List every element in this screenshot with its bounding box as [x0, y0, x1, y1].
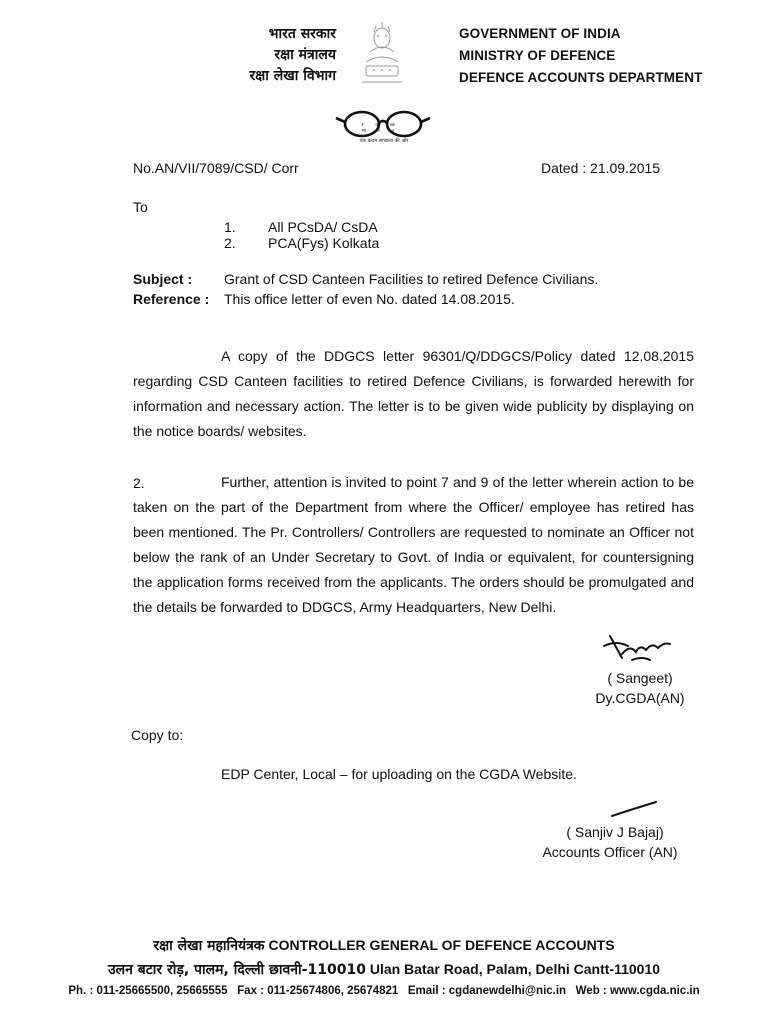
emblem-icon [352, 22, 412, 90]
signatory-2-name: ( Sanjiv J Bajaj) [566, 824, 664, 840]
signature-sangeet [602, 632, 672, 666]
emblem-caption: स्वच्छ भारत [361, 123, 407, 134]
recipient-1-number: 1. [224, 219, 236, 235]
footer-line-1 [0, 936, 768, 955]
footer-line-1-english: CONTROLLER GENERAL OF DEFENCE ACCOUNTS [268, 937, 615, 953]
handwritten-signature-icon [602, 632, 672, 666]
signatory-1-title: Dy.CGDA(AN) [595, 690, 685, 706]
paragraph-2: Further, attention is invited to point 7 and 9 of the letter wherein action to be taken on the part of the Department from where the Officer/ employee has retired has been mentioned. The Pr. Controllers/ Controllers are requested to nominate an Officer not below the rank of an Under Secretary to Govt. of India or equivalent, for countersigning the application forms received from the applicants. The orders should be promulgated and the details be forwarded to DDGCS, Army Headquarters, New Delhi. [133, 474, 694, 615]
reference-text: This office letter of even No. dated 14.08.2015. [224, 291, 515, 307]
footer-line-2-hindi: उलन बटार रोड़, पालम, दिल्ली छावनी-110010 [107, 962, 366, 978]
header-english [459, 23, 759, 89]
copy-to-label: Copy to: [131, 727, 184, 743]
header-hindi-line-3: रक्षा लेखा विभाग [249, 68, 336, 84]
header-english-line-3: DEFENCE ACCOUNTS DEPARTMENT [459, 70, 703, 85]
subject-label: Subject : [133, 271, 193, 287]
header-hindi-line-2: रक्षा मंत्रालय [274, 47, 336, 63]
copy-to-text: EDP Center, Local – for uploading on the CGDA Website. [221, 766, 577, 782]
to-label: To [133, 199, 148, 215]
signatory-2-title: Accounts Officer (AN) [542, 844, 678, 860]
emblem-subcaption: एक कदम स्वच्छता की ओर [359, 138, 409, 144]
subject-text: Grant of CSD Canteen Facilities to retired Defence Civilians. [224, 271, 599, 287]
signatory-1-name: ( Sangeet) [607, 670, 673, 686]
signature-bajaj [610, 798, 660, 820]
footer-line-2 [0, 960, 768, 979]
letter-number: No.AN/VII/7089/CSD/ Corr [133, 160, 299, 176]
national-emblem [352, 22, 412, 90]
reference-label: Reference : [133, 291, 210, 307]
paragraph-2-number: 2. [133, 475, 145, 491]
footer-contact-line: Ph. : 011-25665500, 25665555 Fax : 011-25674806, 25674821 Email : cgdanewdelhi@nic.in Web : www.cgda.nic.in [68, 985, 700, 997]
header-hindi [160, 24, 336, 87]
recipient-1 [224, 219, 524, 235]
header-english-line-1: GOVERNMENT OF INDIA [459, 26, 621, 41]
letter-date: Dated : 21.09.2015 [541, 160, 661, 176]
recipient-1-name: All PCsDA/ CsDA [268, 219, 378, 235]
header-hindi-line-1: भारत सरकार [268, 26, 336, 42]
header-english-line-2: MINISTRY OF DEFENCE [459, 48, 616, 63]
paragraph-1: A copy of the DDGCS letter 96301/Q/DDGCS/Policy dated 12.08.2015 regarding CSD Canteen facilities to retired Defence Civilians, is forwarded herewith for information and necessary action. The letter is to be given wide publicity by displaying on the notice boards/ websites. [133, 348, 694, 439]
recipient-2-number: 2. [224, 235, 236, 251]
recipient-2 [224, 235, 524, 251]
footer-line-2-english: Ulan Batar Road, Palam, Delhi Cantt-110010 [369, 961, 661, 977]
footer-line-1-hindi: रक्षा लेखा महानियंत्रक [153, 938, 265, 954]
recipient-2-name: PCA(Fys) Kolkata [268, 235, 380, 251]
handwritten-initial-icon [610, 798, 660, 820]
swachh-bharat-logo [334, 106, 434, 152]
